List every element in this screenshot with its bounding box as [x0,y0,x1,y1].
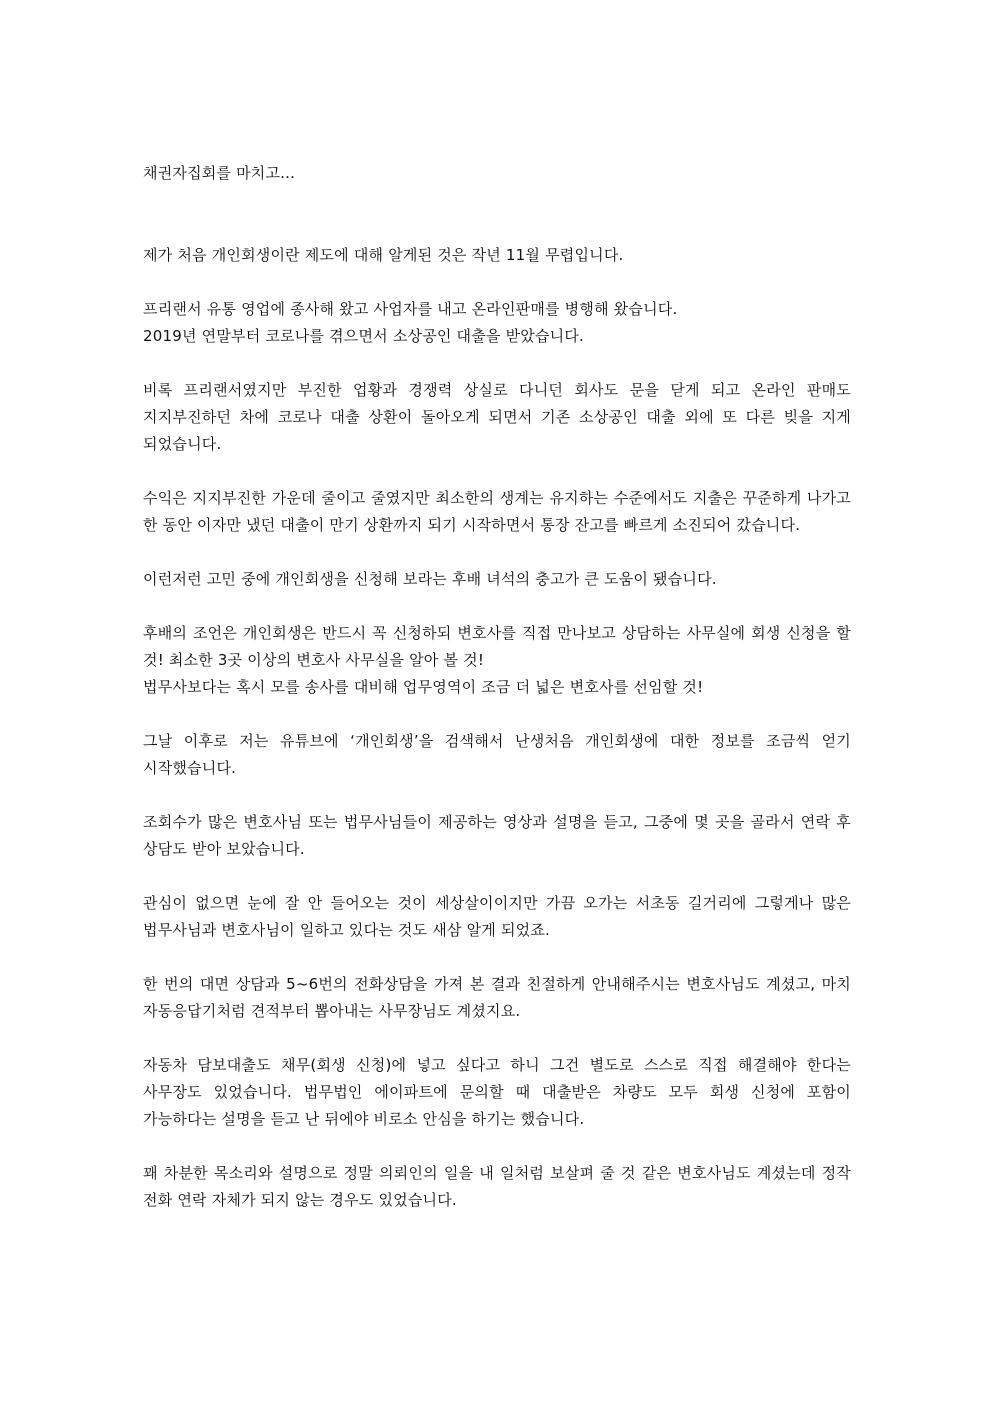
paragraph-line: 한 번의 대면 상담과 5~6번의 전화상담을 가져 본 결과 친절하게 안내해주시는 변호사님도 계셨고, 마치 자동응답기처럼 견적부터 뽑아내는 사무장님도 계셨지요. [143,975,851,1020]
paragraph-1 [143,242,851,269]
paragraph-4 [143,485,851,539]
paragraph-6 [143,620,851,701]
paragraph-line: 관심이 없으면 눈에 잘 안 들어오는 것이 세상살이이지만 가끔 오가는 서초동 길거리에 그렇게나 많은 법무사님과 변호사님이 일하고 있다는 것도 새삼 알게 되었죠. [143,894,851,939]
document-body [143,242,851,1241]
paragraph-line: 이런저런 고민 중에 개인회생을 신청해 보라는 후배 녀석의 충고가 큰 도움이 됐습니다. [143,570,717,588]
paragraph-line: 그날 이후로 저는 유튜브에 ‘개인회생’을 검색해서 난생처음 개인회생에 대한 정보를 조금씩 얻기 시작했습니다. [143,732,851,777]
paragraph-8 [143,809,851,863]
paragraph-2 [143,296,851,350]
paragraph-7 [143,728,851,782]
paragraph-line: 후배의 조언은 개인회생은 반드시 꼭 신청하되 변호사를 직접 만나보고 상담하는 사무실에 회생 신청을 할 것! 최소한 3곳 이상의 변호사 사무실을 알아 볼 것! [143,624,851,669]
paragraph-line: 제가 처음 개인회생이란 제도에 대해 알게된 것은 작년 11월 무렵입니다. [143,246,624,264]
paragraph-line: 프리랜서 유통 영업에 종사해 왔고 사업자를 내고 온라인판매를 병행해 왔습니다. [143,300,678,318]
paragraph-3 [143,377,851,458]
paragraph-line: 법무사보다는 혹시 모를 송사를 대비해 업무영역이 조금 더 넓은 변호사를 선임할 것! [143,678,704,696]
paragraph-11 [143,1052,851,1133]
paragraph-10 [143,971,851,1025]
paragraph-5 [143,566,851,593]
paragraph-9 [143,890,851,944]
document-title: 채권자집회를 마치고... [143,164,296,182]
paragraph-line: 2019년 연말부터 코로나를 겪으면서 소상공인 대출을 받았습니다. [143,327,585,345]
paragraph-line: 비록 프리랜서였지만 부진한 업황과 경쟁력 상실로 다니던 회사도 문을 닫게 되고 온라인 판매도 지지부진하던 차에 코로나 대출 상환이 돌아오게 되면서 기존 소상공인 대출 외에 또 다른 빚을 지게 되었습니다. [143,381,851,453]
paragraph-line: 자동차 담보대출도 채무(회생 신청)에 넣고 싶다고 하니 그건 별도로 스스로 직접 해결해야 한다는 사무장도 있었습니다. 법무법인 에이파트에 문의할 때 대출받은 차량도 모두 회생 신청에 포함이 가능하다는 설명을 듣고 난 뒤에야 비로소 안심을 하기는 했습니다. [143,1056,851,1128]
paragraph-line: 꽤 차분한 목소리와 설명으로 정말 의뢰인의 일을 내 일처럼 보살펴 줄 것 같은 변호사님도 계셨는데 정작 전화 연락 자체가 되지 않는 경우도 있었습니다. [143,1164,851,1209]
paragraph-line: 수익은 지지부진한 가운데 줄이고 줄였지만 최소한의 생계는 유지하는 수준에서도 지출은 꾸준하게 나가고 한 동안 이자만 냈던 대출이 만기 상환까지 되기 시작하면서 통장 잔고를 빠르게 소진되어 갔습니다. [143,489,851,534]
paragraph-12 [143,1160,851,1214]
paragraph-line: 조회수가 많은 변호사님 또는 법무사님들이 제공하는 영상과 설명을 듣고, 그중에 몇 곳을 골라서 연락 후 상담도 받아 보았습니다. [143,813,851,858]
